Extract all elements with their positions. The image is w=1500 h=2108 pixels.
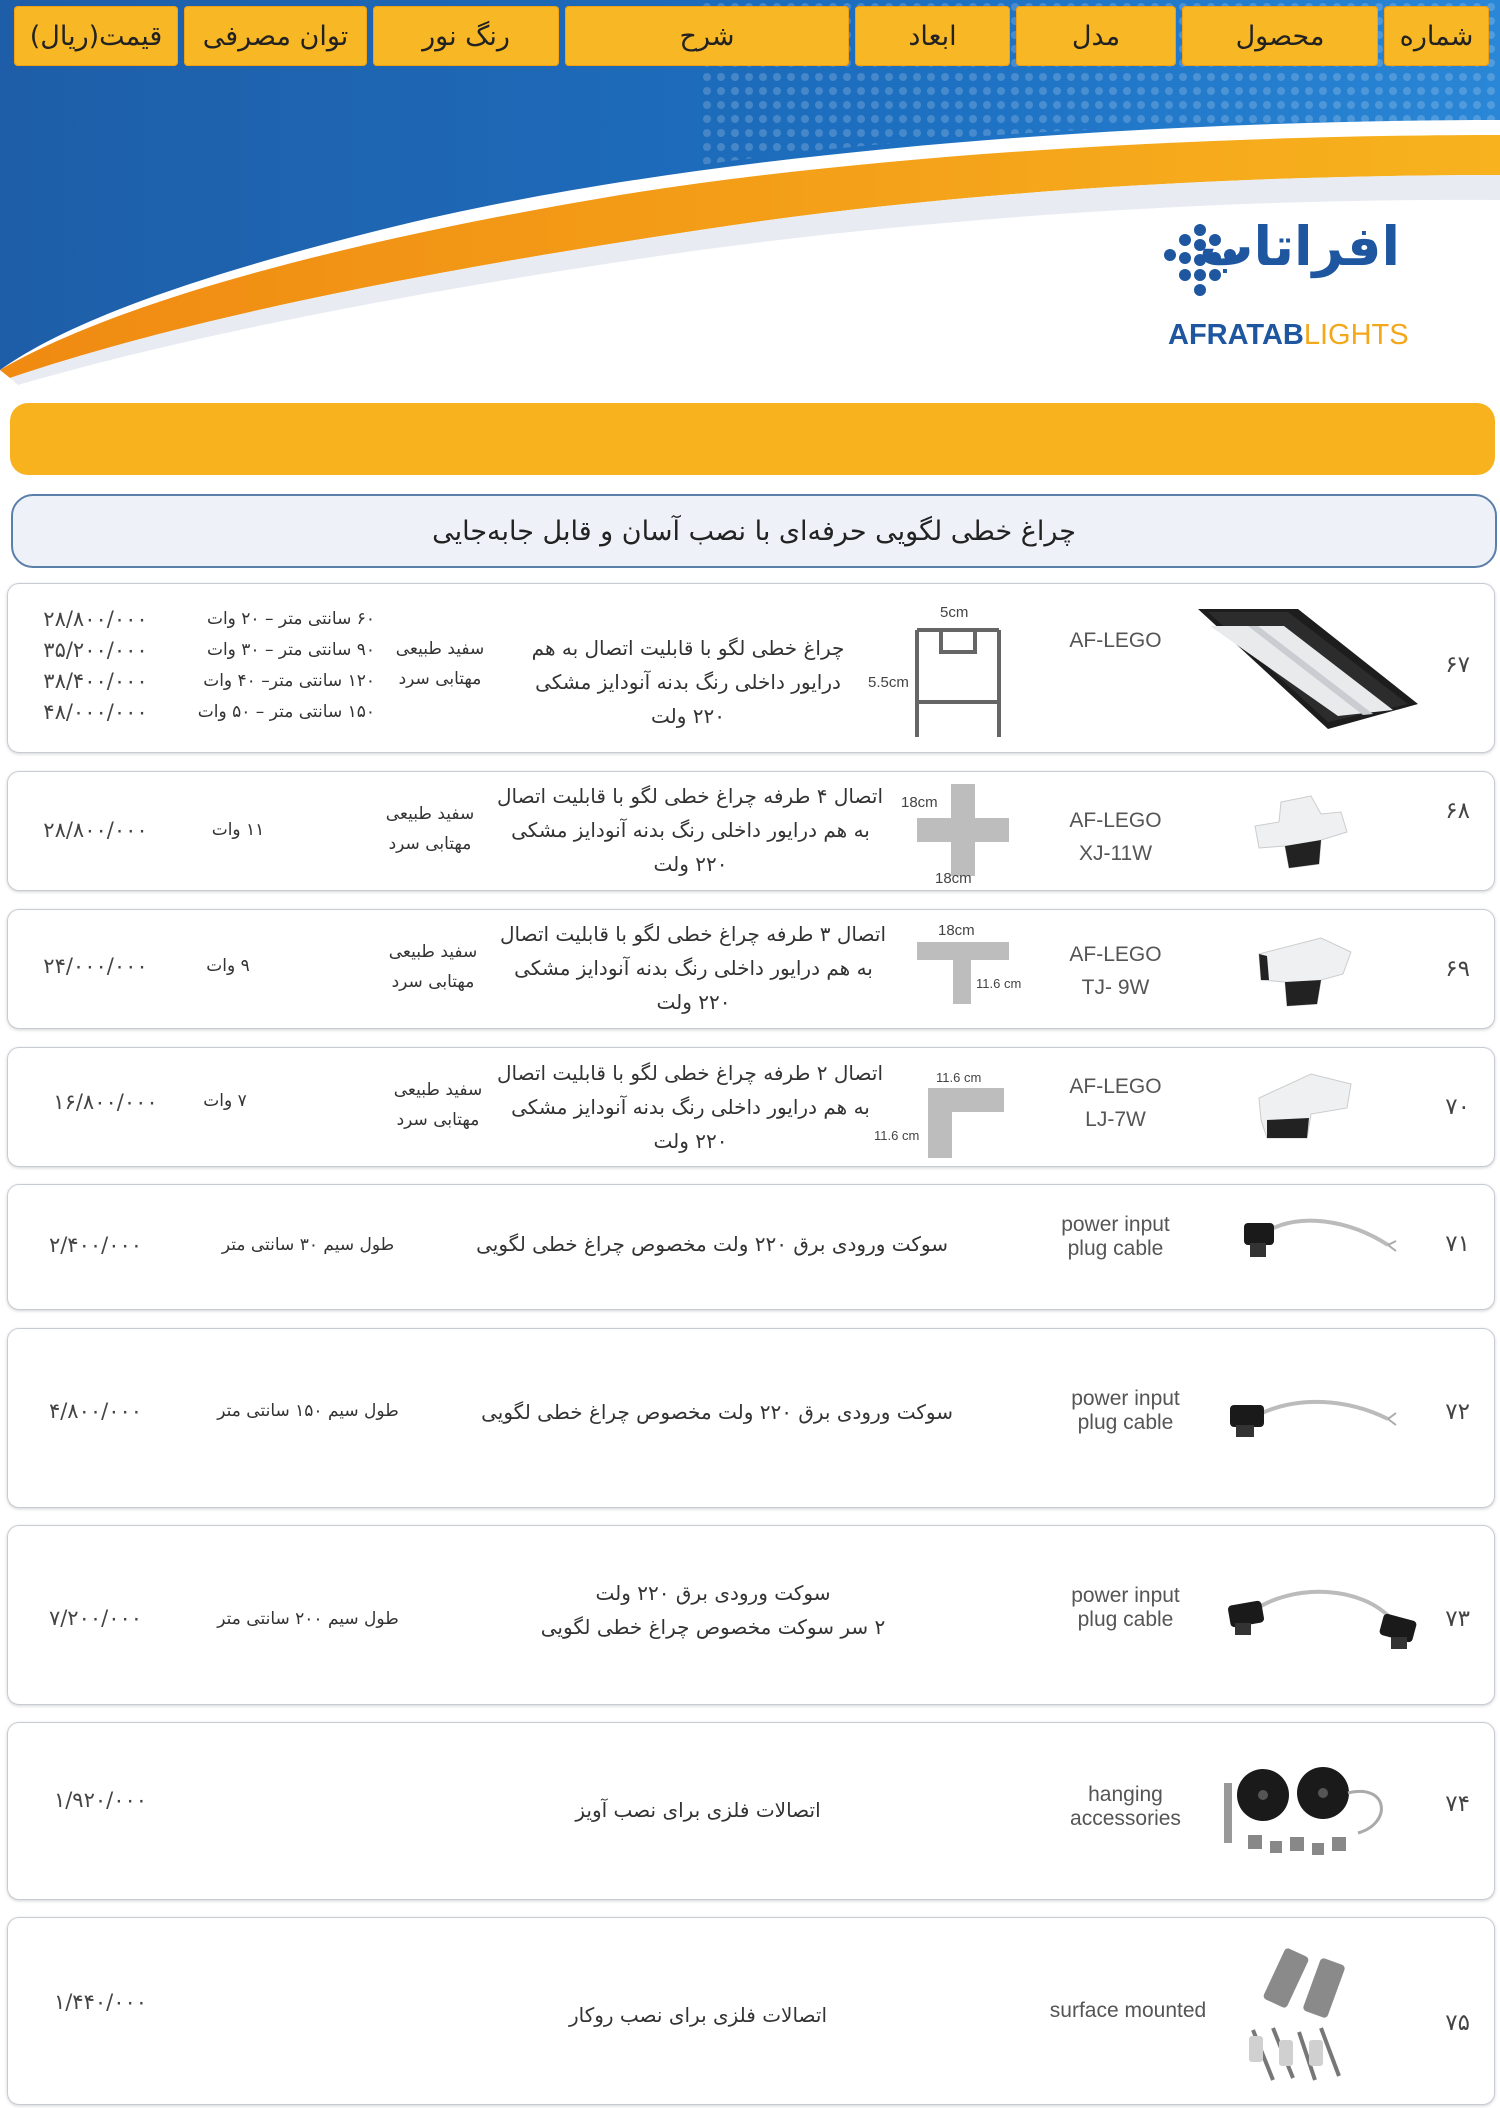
row-price: ۱/۹۲۰/۰۰۰ — [53, 1788, 148, 1812]
row-light-color: سفید طبیعی مهتابی سرد — [393, 1080, 483, 1130]
table-row — [7, 1328, 1495, 1508]
product-image-t-connector — [1251, 930, 1361, 1010]
dimension-label: 18cm — [938, 922, 975, 939]
row-model: power input plug cable — [1061, 1213, 1170, 1260]
row-model: AF-LEGO XJ-11W — [1069, 809, 1162, 865]
row-number: ۶۹ — [1445, 956, 1470, 982]
row-power: طول سیم ۲۰۰ سانتی متر — [217, 1609, 399, 1629]
row-model: AF-LEGO TJ- 9W — [1069, 943, 1162, 999]
row-model: power input plug cable — [1071, 1584, 1180, 1631]
row-description: اتصال ۳ طرفه چراغ خطی لگو با قابلیت اتصال به هم درایور داخلی رنگ بدنه آنودایز مشکی ۲۲۰ ولت — [499, 922, 886, 1014]
row-description: سوکت ورودی برق ۲۲۰ ولت ۲ سر سوکت مخصوص چراغ خطی لگویی — [540, 1581, 886, 1639]
dimension-label: 5cm — [940, 604, 969, 621]
header-light-color: رنگ نور — [373, 6, 559, 66]
product-image-x-connector — [1251, 792, 1351, 872]
row-power: ۱۱ وات — [211, 820, 265, 840]
product-image-power-cable — [1238, 1215, 1398, 1275]
table-row — [7, 1047, 1495, 1167]
row-price: ۱/۴۴۰/۰۰۰ — [53, 1990, 148, 2014]
row-number: ۷۳ — [1445, 1606, 1470, 1632]
row-price: ۱۶/۸۰۰/۰۰۰ — [53, 1090, 158, 1114]
section-title: چراغ خطی لگویی حرفه‌ای با نصب آسان و قابل جابه‌جایی — [11, 494, 1497, 568]
dimension-label: 5.5cm — [868, 674, 909, 691]
table-row — [7, 583, 1495, 753]
dimension-profile-icon — [913, 622, 1003, 742]
row-number: ۷۲ — [1445, 1399, 1470, 1425]
dimension-tee-icon — [913, 938, 1013, 1008]
row-description: سوکت ورودی برق ۲۲۰ ولت مخصوص چراغ خطی لگویی — [476, 1232, 948, 1256]
row-power: ۹ وات — [206, 956, 250, 976]
row-description: سوکت ورودی برق ۲۲۰ ولت مخصوص چراغ خطی لگویی — [481, 1400, 953, 1424]
row-number: ۷۰ — [1445, 1094, 1470, 1120]
table-row — [7, 771, 1495, 891]
dimension-label: 11.6 cm — [976, 976, 1022, 991]
header-price: قیمت(ریال) — [14, 6, 178, 66]
row-power: طول سیم ۳۰ سانتی متر — [221, 1235, 395, 1255]
table-row — [7, 909, 1495, 1029]
row-model: AF-LEGO — [1069, 629, 1162, 652]
product-image-l-connector — [1251, 1068, 1361, 1148]
row-power: طول سیم ۱۵۰ سانتی متر — [217, 1401, 399, 1421]
brand-name-fa: افراتاب — [1199, 215, 1400, 278]
dimension-label: 11.6 cm — [936, 1070, 982, 1085]
header-product: محصول — [1182, 6, 1378, 66]
row-description: چراغ خطی لگو با قابلیت اتصال به هم درایور داخلی رنگ بدنه آنودایز مشکی ۲۲۰ ولت — [531, 636, 845, 728]
row-number: ۷۵ — [1445, 2010, 1470, 2036]
row-model: hanging accessories — [1070, 1783, 1181, 1830]
row-price: ۲۸/۸۰۰/۰۰۰ ۳۵/۲۰۰/۰۰۰ ۳۸/۴۰۰/۰۰۰ ۴۸/۰۰۰/۰۰۰ — [43, 607, 148, 724]
brand-logo — [1160, 215, 1409, 355]
row-light-color: سفید طبیعی مهتابی سرد — [385, 804, 475, 854]
header-description: شرح — [565, 6, 849, 66]
row-description: اتصالات فلزی برای نصب آویز — [575, 1798, 821, 1822]
row-price: ۲/۴۰۰/۰۰۰ — [48, 1233, 143, 1257]
row-number: ۷۴ — [1445, 1791, 1470, 1817]
table-row — [7, 1917, 1495, 2105]
row-light-color: سفید طبیعی مهتابی سرد — [395, 639, 485, 689]
header-power: توان مصرفی — [184, 6, 367, 66]
row-price: ۲۴/۰۰۰/۰۰۰ — [43, 954, 148, 978]
header-model: مدل — [1016, 6, 1176, 66]
row-number: ۶۷ — [1445, 652, 1470, 678]
product-image-lego-linear — [1188, 604, 1428, 732]
row-price: ۷/۲۰۰/۰۰۰ — [48, 1606, 143, 1630]
dimension-label: 11.6 cm — [874, 1128, 920, 1143]
row-number: ۷۱ — [1445, 1231, 1470, 1257]
row-description: اتصال ۴ طرفه چراغ خطی لگو با قابلیت اتصال به هم درایور داخلی رنگ بدنه آنودایز مشکی ۲۲۰ ولت — [496, 784, 883, 876]
row-description: اتصال ۲ طرفه چراغ خطی لگو با قابلیت اتصال به هم درایور داخلی رنگ بدنه آنودایز مشکی ۲۲۰ ولت — [496, 1061, 883, 1153]
row-price: ۴/۸۰۰/۰۰۰ — [48, 1399, 143, 1423]
table-header — [10, 403, 1495, 475]
row-light-color: سفید طبیعی مهتابی سرد — [388, 942, 478, 992]
product-image-surface-kit — [1243, 1940, 1363, 2090]
row-power: ۷ وات — [203, 1091, 247, 1111]
row-model: power input plug cable — [1071, 1387, 1180, 1434]
row-power: ۶۰ سانتی متر – ۲۰ وات ۹۰ سانتی متر – ۳۰ وات ۱۲۰ سانتی متر– ۴۰ وات ۱۵۰ سانتی متر – ۵۰ وات — [197, 609, 375, 722]
table-row — [7, 1184, 1495, 1310]
table-row — [7, 1722, 1495, 1900]
header-number: شماره — [1384, 6, 1489, 66]
row-description: اتصالات فلزی برای نصب روکار — [568, 2003, 828, 2027]
dimension-elbow-icon — [920, 1082, 1006, 1162]
row-model: AF-LEGO LJ-7W — [1069, 1075, 1162, 1131]
dimension-label: 18cm — [901, 794, 938, 811]
product-image-hanging-kit — [1218, 1763, 1398, 1873]
table-row — [7, 1525, 1495, 1705]
row-price: ۲۸/۸۰۰/۰۰۰ — [43, 818, 148, 842]
row-number: ۶۸ — [1445, 798, 1470, 824]
header-dimensions: ابعاد — [855, 6, 1010, 66]
product-image-double-cable — [1223, 1581, 1423, 1661]
product-image-power-cable — [1218, 1389, 1398, 1449]
row-model: surface mounted — [1049, 1999, 1207, 2022]
brand-name-en: AFRATABLIGHTS — [1168, 319, 1409, 351]
dimension-label: 18cm — [935, 870, 972, 887]
